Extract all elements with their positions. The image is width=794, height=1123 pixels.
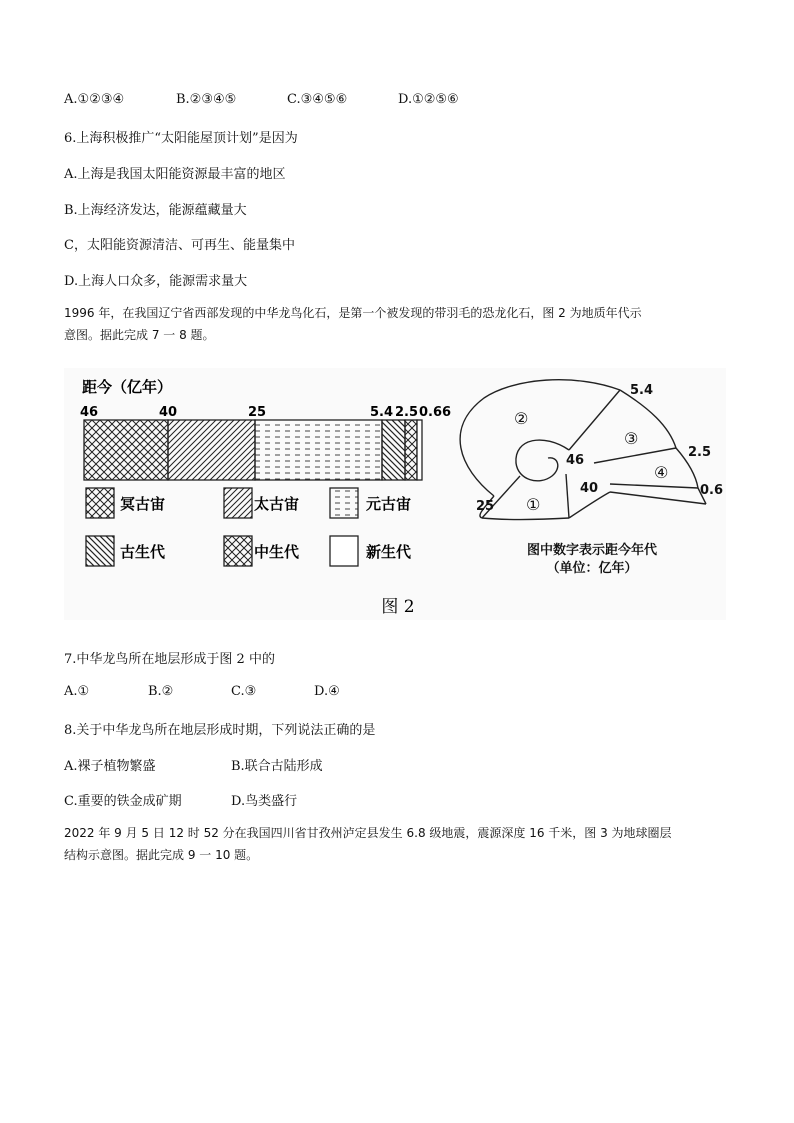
timeline-bar — [84, 420, 422, 480]
spiral-label-1: ① — [526, 495, 541, 514]
q6-option-d: D.上海人口众多，能源需求量大 — [64, 274, 248, 289]
tick-25: 25 — [248, 405, 267, 420]
spiral-label-4: ④ — [654, 463, 669, 482]
bar-paleozoic — [382, 420, 405, 480]
q6-option-b: B.上海经济发达，能源蕴藏量大 — [64, 203, 247, 218]
legend-proterozoic: 元古宙 — [366, 495, 412, 513]
intro-9-10 — [64, 822, 732, 866]
spiral-label-3: ③ — [624, 429, 639, 448]
tick-5-4: 5.4 — [370, 405, 394, 420]
geologic-time-figure — [64, 368, 726, 620]
legend-hadean: 冥古宙 — [120, 495, 166, 513]
q8-stem: 8.关于中华龙鸟所在地层形成时期，下列说法正确的是 — [64, 723, 376, 738]
tick-0-66: 0.66 — [419, 405, 452, 420]
intro-7-8 — [64, 302, 732, 346]
spiral-radial-4 — [610, 492, 706, 504]
bar-mesozoic — [405, 420, 417, 480]
bar-title: 距今（亿年） — [82, 378, 173, 396]
spiral-num-5-4: 5.4 — [630, 383, 654, 398]
legend-swatch-hadean — [86, 488, 114, 518]
q8-option-a: A.裸子植物繁盛 — [64, 759, 156, 774]
legend-cenozoic: 新生代 — [366, 543, 412, 561]
intro-7-8-line1: 1996 年，在我国辽宁省西部发现的中华龙鸟化石，是第一个被发现的带羽毛的恐龙化石，图 2 为地质年代示 — [64, 306, 642, 320]
spiral-num-2-5: 2.5 — [688, 445, 712, 460]
spiral-num-46: 46 — [566, 453, 585, 468]
q8-option-d: D.鸟类盛行 — [231, 794, 298, 809]
legend-archean: 太古宙 — [254, 495, 300, 513]
tick-2-5: 2.5 — [395, 405, 419, 420]
legend-mesozoic: 中生代 — [254, 543, 300, 561]
q7-option-c: C.③ — [231, 684, 257, 699]
figure-caption: 图 2 — [381, 597, 415, 617]
intro-9-10-line2: 结构示意图。据此完成 9 一 10 题。 — [64, 848, 259, 862]
spiral-radial-3 — [610, 484, 698, 488]
q5-option-d: D.①②⑤⑥ — [398, 92, 459, 107]
spiral-caption-line2: （单位：亿年） — [546, 561, 638, 576]
bar-cenozoic — [417, 420, 422, 480]
spiral-radial-2 — [594, 448, 676, 463]
spiral-label-2: ② — [514, 409, 529, 428]
spiral-inner-curl — [516, 440, 569, 481]
q6-option-c: C，太阳能资源清洁、可再生、能量集中 — [64, 238, 295, 253]
q8-option-c: C.重要的铁金成矿期 — [64, 794, 182, 809]
figure-2 — [64, 368, 726, 620]
q5-option-b: B.②③④⑤ — [176, 92, 237, 107]
legend-swatch-mesozoic — [224, 536, 252, 566]
intro-7-8-line2: 意图。据此完成 7 一 8 题。 — [64, 328, 215, 342]
q7-option-d: D.④ — [314, 684, 340, 699]
q7-stem: 7.中华龙鸟所在地层形成于图 2 中的 — [64, 652, 275, 667]
legend-swatch-paleozoic — [86, 536, 114, 566]
legend-swatch-proterozoic — [330, 488, 358, 518]
q7-option-b: B.② — [148, 684, 174, 699]
legend-swatch-cenozoic — [330, 536, 358, 566]
sector-1-lower — [482, 518, 569, 520]
q6-option-a: A.上海是我国太阳能资源最丰富的地区 — [64, 167, 286, 182]
legend-paleozoic: 古生代 — [120, 543, 166, 561]
bar-proterozoic — [255, 420, 382, 480]
sector-1-divider — [566, 474, 569, 518]
bar-hadean — [84, 420, 168, 480]
q6-stem: 6.上海积极推广“太阳能屋顶计划”是因为 — [64, 131, 298, 146]
spiral-caption-line1: 图中数字表示距今年代 — [526, 543, 658, 558]
q5-option-c: C.③④⑤⑥ — [287, 92, 348, 107]
spiral-radial-1 — [569, 390, 620, 450]
tick-46: 46 — [80, 405, 99, 420]
q7-option-a: A.① — [64, 684, 90, 699]
spiral-num-40: 40 — [580, 481, 599, 496]
bar-archean — [168, 420, 255, 480]
q8-option-b: B.联合古陆形成 — [231, 759, 323, 774]
legend-swatch-archean — [224, 488, 252, 518]
tick-40: 40 — [159, 405, 178, 420]
intro-9-10-line1: 2022 年 9 月 5 日 12 时 52 分在我国四川省甘孜州泸定县发生 6.8 级地震，震源深度 16 千米，图 3 为地球圈层 — [64, 826, 672, 840]
q5-option-a: A.①②③④ — [64, 92, 125, 107]
spiral-num-0-6: 0.6 — [700, 483, 724, 498]
spiral-outer — [460, 380, 620, 496]
spiral-diagram — [460, 380, 706, 520]
spiral-num-25: 25 — [476, 499, 495, 514]
